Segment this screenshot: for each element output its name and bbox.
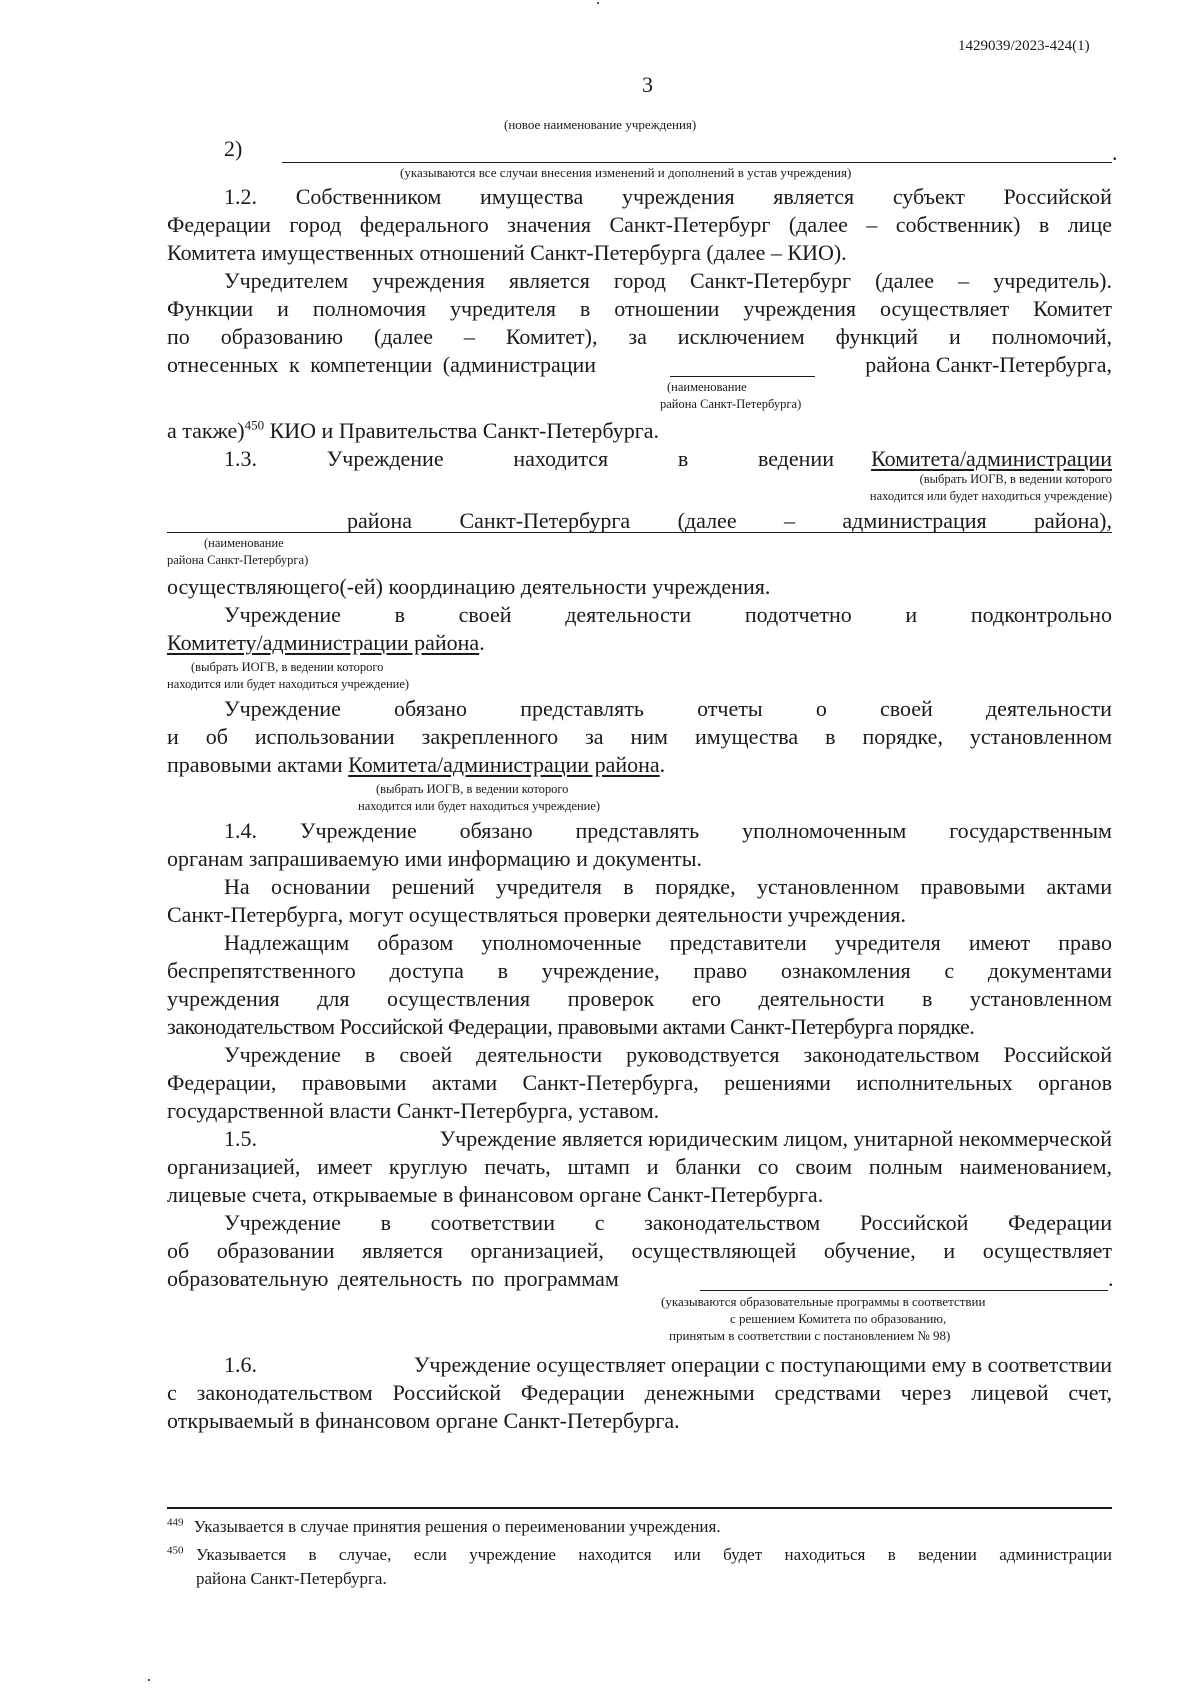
word: о — [815, 696, 827, 721]
text: . — [659, 752, 666, 777]
p16-line3: открываемый в финансовом органе Санкт-Петербурга. — [167, 1408, 680, 1433]
word: в — [677, 446, 689, 471]
accountable-line2 — [167, 630, 485, 656]
accountable-caption1: (выбрать ИОГВ, в ведении которого — [191, 660, 384, 674]
word: подотчетно — [744, 602, 852, 627]
word: деятельности — [985, 696, 1112, 721]
education-caption2: с решением Комитета по образованию, — [730, 1311, 947, 1326]
word: является — [773, 184, 855, 209]
education-caption3: принятым в соответствии с постановлением № 98) — [669, 1328, 951, 1343]
p13-caption3: (наименование — [204, 536, 284, 550]
word: находится — [513, 446, 609, 471]
word: района), — [1034, 508, 1112, 533]
word: Учреждение — [299, 818, 417, 843]
p14-line2: органам запрашиваемую ими информацию и документы. — [167, 846, 703, 871]
education-line2: об образовании является организацией, осуществляющей обучение, и осуществляет — [167, 1238, 1112, 1263]
clause-number: 1.4. — [224, 818, 257, 843]
footnote-449 — [167, 1516, 721, 1538]
p12-line1 — [224, 184, 1112, 210]
p12-line3: Комитета имущественных отношений Санкт-Петербурга (далее – КИО). — [167, 240, 847, 265]
founder-line3: по образованию (далее – Комитет), за исключением функций и полномочий, — [167, 324, 1112, 349]
footnote-450 — [167, 1544, 184, 1566]
word: с — [594, 1210, 605, 1235]
word: в — [394, 602, 405, 627]
word: обязано — [394, 696, 468, 721]
word: учреждения — [621, 184, 735, 209]
word: Учреждение — [224, 696, 341, 721]
text: . — [479, 630, 485, 655]
word: деятельности — [565, 602, 692, 627]
reports-caption1: (выбрать ИОГВ, в ведении которого — [376, 782, 569, 796]
reports-line2: и об использовании закрепленного за ним имущества в порядке, установленном — [167, 724, 1112, 749]
text: КИО и Правительства Санкт-Петербурга. — [264, 418, 660, 443]
founder-line4b: района Санкт-Петербурга, — [865, 352, 1112, 377]
word: представлять — [520, 696, 644, 721]
reports-caption2: находится или будет находиться учреждение) — [358, 799, 601, 813]
clause-number: 1.6. — [224, 1352, 257, 1377]
district-caption1: (наименование — [667, 380, 747, 394]
item2-number: 2) — [224, 136, 243, 161]
item2-dot: . — [1112, 140, 1118, 165]
education-line1 — [224, 1210, 1112, 1236]
guidance-line3: государственной власти Санкт-Петербурга, уставом. — [167, 1098, 660, 1123]
reports-line3 — [167, 752, 665, 778]
representatives-line3: учреждения для осуществления проверок его деятельности в установленном — [167, 986, 1112, 1011]
doc-number: 1429039/2023-424(1) — [958, 38, 1090, 54]
word: Российской — [859, 1210, 969, 1235]
p16-line1 — [224, 1352, 1112, 1378]
p15-line3: лицевые счета, открываемые в финансовом органе Санкт-Петербурга. — [167, 1182, 824, 1207]
word: ведении — [757, 446, 834, 471]
education-line3: образовательную деятельность по программам — [167, 1266, 619, 1291]
word: соответствии — [430, 1210, 555, 1235]
word: Учреждение — [326, 446, 444, 471]
district-caption2: района Санкт-Петербурга) — [660, 397, 802, 411]
word: уполномоченным — [742, 818, 907, 843]
founder-line4a: отнесенных к компетенции (администрации — [167, 352, 597, 377]
representatives-line1: Надлежащим образом уполномоченные представители учредителя имеют право — [224, 930, 1112, 955]
p14-line1 — [224, 818, 1112, 844]
word: и — [905, 602, 918, 627]
word: администрация — [842, 508, 987, 533]
clause-number: 1.2. — [224, 184, 257, 209]
word: (далее — [677, 508, 737, 533]
ogv-placeholder: Комитету/администрации района — [167, 630, 480, 655]
word: подконтрольно — [970, 602, 1112, 627]
word: района — [347, 508, 413, 533]
word: субъект — [892, 184, 965, 209]
clause-number: 1.5. — [224, 1126, 257, 1151]
word: – — [783, 508, 795, 533]
word: Учреждение — [224, 1210, 341, 1235]
p13-line1 — [224, 446, 834, 472]
caption-all-changes: (указываются все случаи внесения изменений и дополнений в устав учреждения) — [400, 165, 852, 180]
word: имущества — [480, 184, 584, 209]
footnote-text: Указывается в случае принятия решения о переименовании учреждения. — [193, 1517, 721, 1536]
footnote-separator — [167, 1507, 1112, 1509]
text: Учреждение является юридическим лицом, унитарной некоммерческой — [439, 1126, 1112, 1151]
p16-line2: с законодательством Российской Федерации денежными средствами через лицевой счет, — [167, 1380, 1112, 1405]
word: представлять — [575, 818, 700, 843]
word: Учреждение — [224, 602, 341, 627]
word: законодательством — [644, 1210, 821, 1235]
text: правовыми актами — [167, 752, 349, 777]
guidance-line1: Учреждение в своей деятельности руководствуется законодательством Российской — [224, 1042, 1112, 1067]
p15-line1 — [224, 1126, 1112, 1152]
p13-caption2: находится или будет находиться учреждение) — [869, 489, 1112, 503]
district-fill-line — [670, 376, 815, 377]
word: обязано — [459, 818, 533, 843]
item2-fill-line — [282, 162, 1112, 163]
founder-line1: Учредителем учреждения является город Санкт-Петербург (далее – учредитель). — [224, 268, 1112, 293]
reports-line1 — [224, 696, 1112, 722]
scan-speck — [148, 1679, 150, 1681]
word: Собственником — [295, 184, 442, 209]
p13-ogv-placeholder: Комитета/администрации — [871, 446, 1112, 471]
word: своей — [458, 602, 512, 627]
p13-line2 — [347, 508, 1112, 534]
p13-caption4: района Санкт-Петербурга) — [167, 553, 309, 567]
p13-line3: осуществляющего(-ей) координацию деятельности учреждения. — [167, 574, 771, 599]
ogv-placeholder: Комитета/администрации района — [348, 752, 660, 777]
footnote-number: 449 — [167, 1516, 184, 1529]
p15-line2: организацией, имеет круглую печать, штамп и бланки со своим полным наименованием, — [167, 1154, 1112, 1179]
footnote-number: 450 — [167, 1544, 184, 1557]
word: Федерации — [1008, 1210, 1112, 1235]
p12-line2: Федерации город федерального значения Санкт-Петербург (далее – собственник) в лице — [167, 212, 1112, 237]
founder-line2: Функции и полномочия учредителя в отношении учреждения осуществляет Комитет — [167, 296, 1112, 321]
footnote-450-line1: Указывается в случае, если учреждение находится или будет находиться в ведении администрации — [196, 1545, 1112, 1564]
guidance-line2: Федерации, правовыми актами Санкт-Петербурга, решениями исполнительных органов — [167, 1070, 1112, 1095]
word: своей — [880, 696, 933, 721]
accountable-line1 — [224, 602, 1112, 628]
education-caption1: (указываются образовательные программы в соответствии — [661, 1294, 986, 1309]
word: в — [380, 1210, 391, 1235]
word: Санкт-Петербурга — [459, 508, 631, 533]
p13-caption1: (выбрать ИОГВ, в ведении которого — [919, 472, 1112, 486]
representatives-line4: законодательством Российской Федерации, правовыми актами Санкт-Петербурга порядке. — [167, 1014, 975, 1039]
inspections-line1: На основании решений учредителя в порядке, установленном правовыми актами — [224, 874, 1112, 899]
clause-number: 1.3. — [224, 446, 257, 471]
text: а также) — [167, 418, 245, 443]
page-number: 3 — [642, 72, 653, 97]
word: Российской — [1003, 184, 1112, 209]
inspections-line2: Санкт-Петербурга, могут осуществляться проверки деятельности учреждения. — [167, 902, 907, 927]
accountable-caption2: находится или будет находиться учреждение) — [167, 677, 410, 691]
caption-new-name: (новое наименование учреждения) — [504, 117, 697, 132]
founder-line5 — [167, 418, 659, 444]
education-dot: . — [1108, 1266, 1114, 1291]
footnote-ref: 450 — [244, 417, 265, 433]
representatives-line2: беспрепятственного доступа в учреждение, право ознакомления с документами — [167, 958, 1112, 983]
word: отчеты — [697, 696, 763, 721]
scan-speck — [597, 2, 599, 4]
text: Учреждение осуществляет операции с поступающими ему в соответствии — [413, 1352, 1112, 1377]
word: государственным — [949, 818, 1112, 843]
programs-fill-line — [700, 1290, 1108, 1291]
footnote-450-line2: района Санкт-Петербурга. — [196, 1569, 387, 1588]
